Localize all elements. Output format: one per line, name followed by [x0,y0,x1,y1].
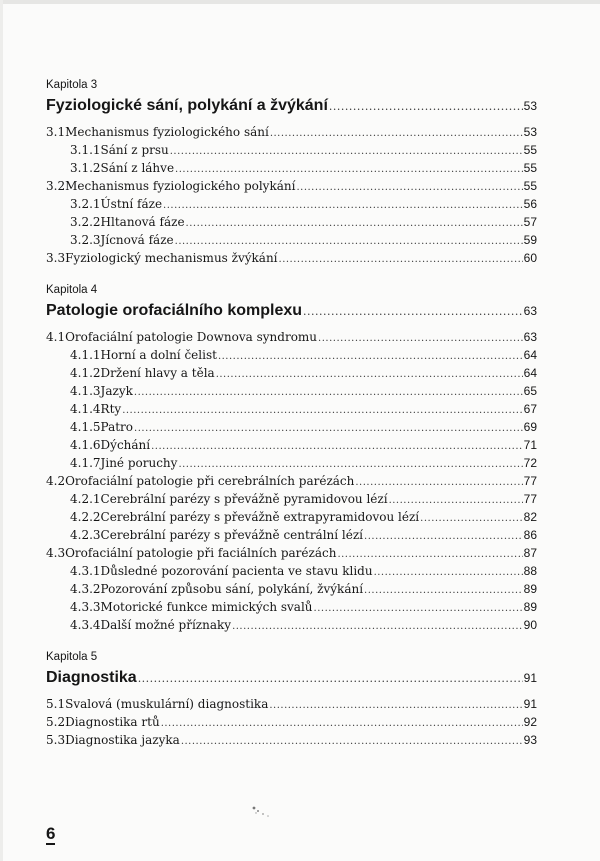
subsection-entry [46,598,537,616]
subsection-entry [46,508,537,526]
subsection-entry [46,436,537,454]
subsection-entry [46,141,537,159]
dot-leader [218,348,523,366]
dot-leader [279,251,523,269]
entry-page: 82 [523,510,537,524]
scan-edge-top [0,0,600,4]
entry-page: 64 [523,348,537,362]
section-entry [46,713,537,731]
entry-number: 4.3.2 [70,582,101,596]
subsection-entry [46,418,537,436]
scan-edge-left [0,0,3,861]
entry-title: Další možné příznaky [100,618,232,632]
entry-title: Pozorování způsobu sání, polykání, žvýkání [100,582,364,596]
subsection-entry [46,490,537,508]
entry-page: 55 [523,161,537,175]
subsection-entry [46,382,537,400]
entry-number: 5.1 [46,697,66,711]
chapter-title: Diagnostika [46,669,137,686]
entry-page: 91 [523,697,537,711]
subsection-entry [46,159,537,177]
entry-title: Orofaciální patologie při cerebrálních parézách [65,474,355,488]
entry-title: Jazyk [100,384,133,398]
section-entry [46,544,537,562]
entry-number: 4.1.2 [70,366,101,380]
chapter-title: Fyziologické sání, polykání a žvýkání [46,97,328,114]
entry-title: Horní a dolní čelist [100,348,217,362]
entry-number: 3.2.2 [70,215,101,229]
entry-title: Mechanismus fyziologického sání [65,125,269,139]
entry-title: Sání z prsu [100,143,169,157]
chapter-label: Kapitola 3 [46,79,98,91]
section-entry [46,472,537,490]
entry-title: Motorické funkce mimických svalů [100,600,313,614]
entry-number: 4.3.1 [70,564,101,578]
dot-leader [314,600,523,618]
entry-number: 3.2 [46,179,66,193]
entry-page: 72 [523,456,537,470]
section-entry [46,249,537,267]
entry-list [46,123,537,267]
entry-page: 88 [523,564,537,578]
entry-page: 64 [523,366,537,380]
entry-title: Patro [100,420,134,434]
section-entry [46,177,537,195]
entry-page: 87 [523,546,537,560]
entry-page: 53 [523,125,537,139]
entry-page: 60 [523,251,537,265]
dot-leader [364,582,523,600]
subsection-entry [46,526,537,544]
section-entry [46,123,537,141]
subsection-entry [46,616,537,634]
section-entry [46,328,537,346]
subsection-entry [46,231,537,249]
chapter-page: 53 [523,99,537,113]
entry-title: Cerebrální parézy s převážně centrální lézí [100,528,364,542]
entry-number: 3.2.1 [70,197,101,211]
dot-leader [151,438,523,456]
entry-page: 69 [523,420,537,434]
entry-page: 65 [523,384,537,398]
section-entry [46,731,537,749]
dot-leader [134,384,523,402]
entry-number: 4.2.2 [70,510,101,524]
entry-page: 89 [523,582,537,596]
chapter-title-row [46,95,537,117]
entry-title: Diagnostika jazyka [65,733,180,747]
entry-number: 3.1 [46,125,66,139]
entry-title: Orofaciální patologie Downova syndromu [65,330,318,344]
table-of-contents [46,78,537,765]
dot-leader [374,564,523,582]
dot-leader [329,96,523,118]
entry-title: Sání z láhve [100,161,175,175]
entry-page: 57 [523,215,537,229]
dot-leader [161,715,523,733]
entry-page: 77 [523,474,537,488]
entry-title: Cerebrální parézy s převážně extrapyramidovou lézí [100,510,420,524]
chapter-4 [46,283,537,634]
entry-list [46,695,537,749]
dot-leader [296,179,522,197]
entry-number: 4.1.1 [70,348,101,362]
dot-leader [364,528,523,546]
chapter-label: Kapitola 4 [46,284,98,296]
entry-number: 4.2 [46,474,66,488]
subsection-entry [46,400,537,418]
entry-title: Jícnová fáze [100,233,174,247]
chapter-title: Patologie orofaciálního komplexu [46,302,303,319]
entry-title: Svalová (muskulární) diagnostika [65,697,269,711]
chapter-label: Kapitola 5 [46,651,98,663]
entry-page: 86 [523,528,537,542]
dot-leader [318,330,523,348]
entry-title: Rty [100,402,122,416]
entry-title: Dýchání [100,438,151,452]
entry-page: 71 [523,438,537,452]
entry-title: Cerebrální parézy s převážně pyramidovou lézí [100,492,388,506]
entry-title: Hltanová fáze [100,215,185,229]
entry-number: 4.3.4 [70,618,101,632]
entry-number: 5.3 [46,733,66,747]
subsection-entry [46,580,537,598]
dot-leader [170,143,523,161]
subsection-entry [46,364,537,382]
subsection-entry [46,195,537,213]
entry-title: Diagnostika rtů [65,715,160,729]
subsection-entry [46,562,537,580]
dot-leader [303,301,523,323]
entry-page: 55 [523,179,537,193]
entry-number: 4.2.1 [70,492,101,506]
entry-title: Orofaciální patologie při faciálních parézách [65,546,337,560]
entry-page: 63 [523,330,537,344]
subsection-entry [46,454,537,472]
entry-number: 3.1.2 [70,161,101,175]
entry-title: Důsledné pozorování pacienta ve stavu klidu [100,564,373,578]
section-entry [46,695,537,713]
dot-leader [163,197,523,215]
dot-leader [138,668,523,690]
entry-page: 55 [523,143,537,157]
entry-page: 59 [523,233,537,247]
entry-number: 3.2.3 [70,233,101,247]
dot-leader [269,697,522,715]
dot-leader [216,366,523,384]
entry-title: Držení hlavy a těla [100,366,215,380]
entry-page: 89 [523,600,537,614]
chapter-page: 63 [523,304,537,318]
entry-page: 56 [523,197,537,211]
chapter-3 [46,78,537,267]
subsection-entry [46,213,537,231]
entry-page: 90 [523,618,537,632]
entry-number: 4.3 [46,546,66,560]
dot-leader [270,125,523,143]
scan-speck-decoration [244,802,284,822]
entry-page: 92 [523,715,537,729]
entry-title: Ústní fáze [100,197,163,211]
dot-leader [420,510,522,528]
chapter-5 [46,650,537,749]
entry-title: Mechanismus fyziologického polykání [65,179,296,193]
entry-number: 4.3.3 [70,600,101,614]
chapter-page: 91 [523,671,537,685]
entry-number: 3.3 [46,251,66,265]
subsection-entry [46,346,537,364]
dot-leader [232,618,523,636]
entry-number: 4.1.3 [70,384,101,398]
entry-number: 4.1.6 [70,438,101,452]
dot-leader [122,402,522,420]
entry-number: 4.2.3 [70,528,101,542]
page-number: 6 [46,824,56,843]
dot-leader [186,215,523,233]
entry-page: 77 [523,492,537,506]
entry-title: Jiné poruchy [100,456,178,470]
entry-number: 5.2 [46,715,66,729]
entry-number: 3.1.1 [70,143,101,157]
entry-list [46,328,537,634]
entry-number: 4.1.4 [70,402,101,416]
entry-page: 67 [523,402,537,416]
dot-leader [181,733,523,751]
chapter-title-row [46,300,537,322]
dot-leader [134,420,523,438]
entry-page: 93 [523,733,537,747]
entry-title: Fyziologický mechanismus žvýkání [65,251,278,265]
entry-number: 4.1.7 [70,456,101,470]
entry-number: 4.1.5 [70,420,101,434]
chapter-title-row [46,667,537,689]
entry-number: 4.1 [46,330,66,344]
